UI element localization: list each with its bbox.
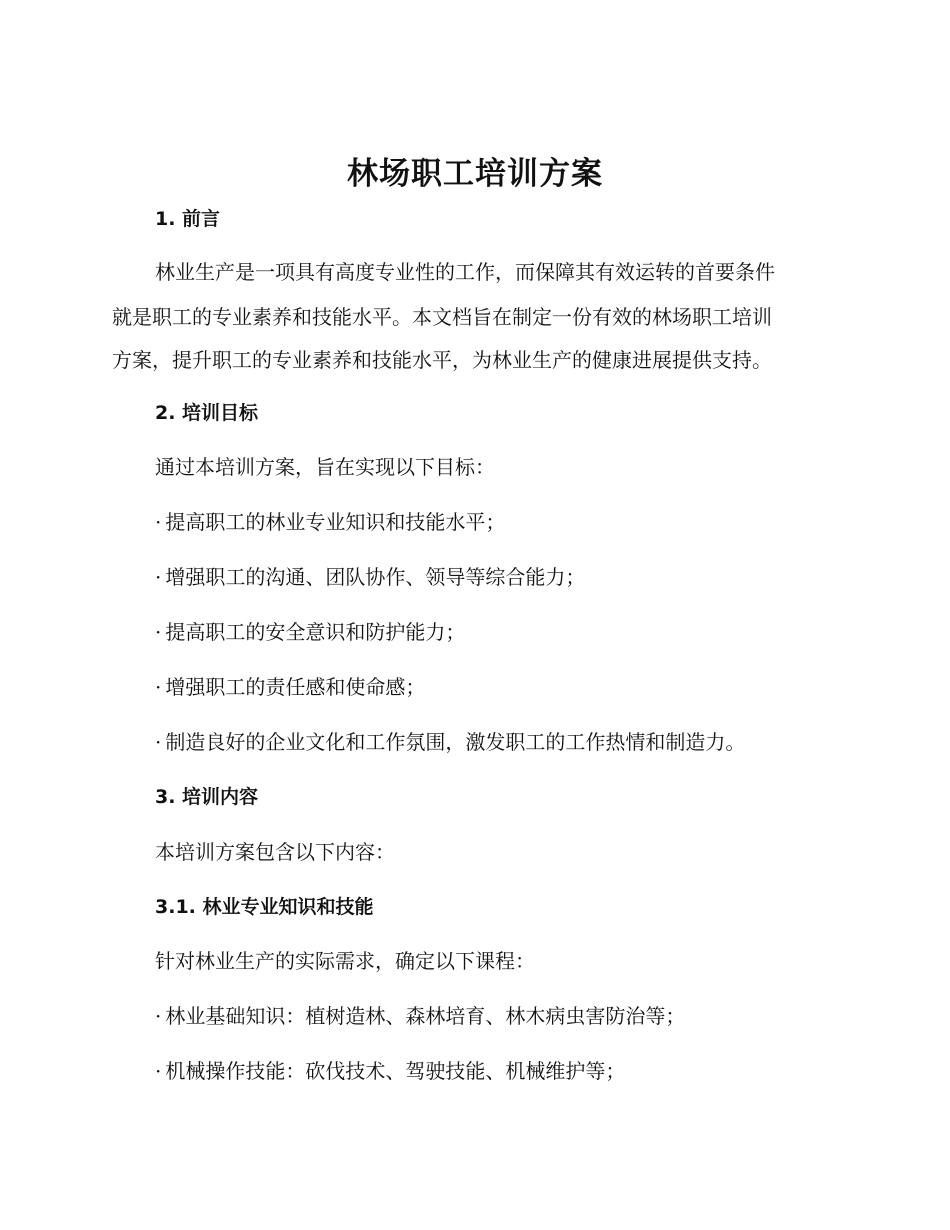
goals-bullet-item: · 提高职工的安全意识和防护能力； bbox=[155, 617, 465, 647]
document-title: 林场职工培训方案 bbox=[347, 156, 603, 192]
content-intro: 本培训方案包含以下内容： bbox=[155, 840, 395, 864]
forestry-skills-intro: 针对林业生产的实际需求，确定以下课程： bbox=[155, 949, 535, 973]
preface-paragraph-line: 林业生产是一项具有高度专业性的工作，而保障其有效运转的首要条件 bbox=[155, 260, 775, 284]
section-heading-content: 3. 培训内容 bbox=[155, 786, 259, 808]
preface-paragraph-line: 方案，提升职工的专业素养和技能水平，为林业生产的健康进展提供支持。 bbox=[112, 348, 772, 372]
section-heading-preface: 1. 前言 bbox=[155, 208, 221, 230]
course-bullet-item: · 机械操作技能：砍伐技术、驾驶技能、机械维护等； bbox=[155, 1056, 625, 1086]
preface-paragraph-line: 就是职工的专业素养和技能水平。本文档旨在制定一份有效的林场职工培训 bbox=[112, 305, 772, 329]
goals-bullet-item: · 制造良好的企业文化和工作氛围，激发职工的工作热情和制造力。 bbox=[155, 727, 745, 757]
course-bullet-item: · 林业基础知识：植树造林、森林培育、林木病虫害防治等； bbox=[155, 1001, 685, 1031]
subsection-heading-forestry-skills: 3.1. 林业专业知识和技能 bbox=[155, 896, 374, 918]
goals-bullet-item: · 增强职工的责任感和使命感； bbox=[155, 672, 425, 702]
goals-bullet-item: · 提高职工的林业专业知识和技能水平； bbox=[155, 507, 505, 537]
goals-intro: 通过本培训方案，旨在实现以下目标： bbox=[155, 455, 495, 479]
goals-bullet-item: · 增强职工的沟通、团队协作、领导等综合能力； bbox=[155, 562, 585, 592]
section-heading-goals: 2. 培训目标 bbox=[155, 402, 259, 424]
